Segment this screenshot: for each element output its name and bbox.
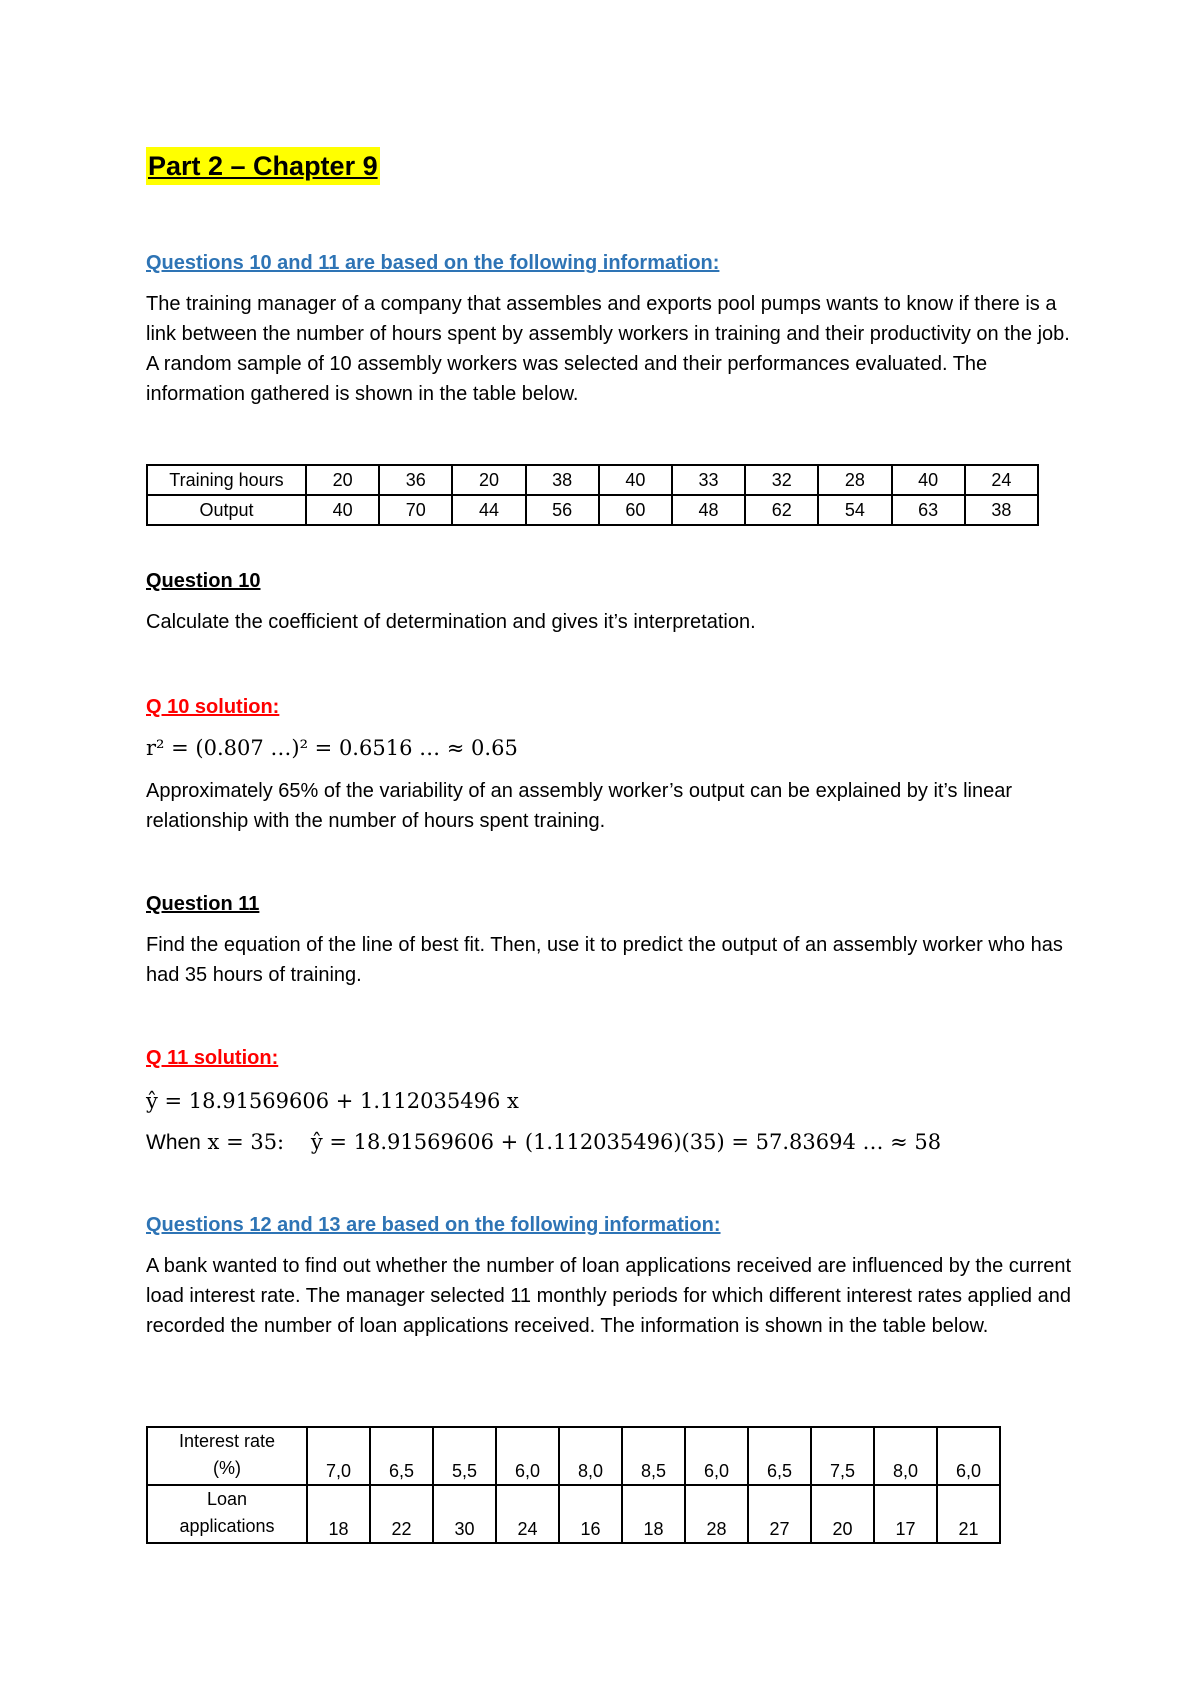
table-cell: 60 [599,495,672,525]
table-cell: 6,5 [748,1427,811,1485]
table-cell: 54 [818,495,891,525]
question-11-heading: Question 11 [146,893,260,915]
table-cell: 6,0 [685,1427,748,1485]
table-row [147,465,1038,495]
table-cell: 8,5 [622,1427,685,1485]
table-cell: 48 [672,495,745,525]
intro-paragraph-q12-13: A bank wanted to find out whether the number of loan applications received are influenced by the current load interest rate. The manager selected 11 monthly periods for which different interest rates applied and recorded the number of loan applications received. The information is shown in the table below. [146,1255,1072,1337]
table-cell: 16 [559,1485,622,1543]
question-10-heading: Question 10 [146,570,261,592]
q11-formula-regression: ŷ = 18.91569606 + 1.112035496 x [146,1089,519,1113]
table-cell: 5,5 [433,1427,496,1485]
section-heading-q10-11: Questions 10 and 11 are based on the following information: [146,252,720,274]
row-label-line: Loan [206,1489,248,1509]
table-cell: 32 [745,465,818,495]
table-cell: 8,0 [559,1427,622,1485]
table-cell: 27 [748,1485,811,1543]
table-cell: 44 [452,495,525,525]
row-label-line: (%) [213,1458,241,1478]
q11-when-label: When [146,1131,201,1154]
table-cell: 18 [622,1485,685,1543]
table-cell: 28 [685,1485,748,1543]
question-11-text: Find the equation of the line of best fit. Then, use it to predict the output of an assembly worker who has had 35 hours of training. [146,934,1063,986]
table-cell: 6,0 [937,1427,1000,1485]
table-cell: 8,0 [874,1427,937,1485]
table-cell: 7,0 [307,1427,370,1485]
row-label-line: applications [179,1516,275,1536]
table-cell: 7,5 [811,1427,874,1485]
row-label: Training hours [147,465,306,495]
page-title: Part 2 – Chapter 9 [146,147,380,185]
row-label: Output [147,495,306,525]
table-cell: 40 [306,495,379,525]
table-cell: 24 [965,465,1038,495]
table-cell: 63 [892,495,965,525]
table-cell: 6,0 [496,1427,559,1485]
q11-formula-prediction [146,1127,941,1158]
table-cell: 40 [599,465,672,495]
q11-prediction-expression: x = 35: ŷ = 18.91569606 + (1.112035496)(35) = 57.83694 … ≈ 58 [207,1130,942,1154]
intro-paragraph-q10-11: The training manager of a company that assembles and exports pool pumps wants to know if there is a link between the number of hours spent by assembly workers in training and their productivity on the job. A random sample of 10 assembly workers was selected and their performances evaluated. The information gathered is shown in the table below. [146,293,1070,405]
q10-explanation: Approximately 65% of the variability of an assembly worker’s output can be explained by it’s linear relationship with the number of hours spent training. [146,780,1013,832]
table-cell: 38 [526,465,599,495]
table-cell: 36 [379,465,452,495]
table-cell: 17 [874,1485,937,1543]
table-row [147,1427,1000,1485]
table-cell: 21 [937,1485,1000,1543]
row-label [147,1485,307,1543]
table-cell: 62 [745,495,818,525]
training-output-table [146,464,1039,526]
q10-formula: r² = (0.807 …)² = 0.6516 … ≈ 0.65 [146,736,518,760]
table-cell: 24 [496,1485,559,1543]
table-cell: 22 [370,1485,433,1543]
table-cell: 33 [672,465,745,495]
table-cell: 38 [965,495,1038,525]
table-cell: 56 [526,495,599,525]
table-cell: 30 [433,1485,496,1543]
question-10-text: Calculate the coefficient of determination and gives it’s interpretation. [146,611,756,633]
row-label-line: Interest rate [178,1431,276,1451]
table-cell: 40 [892,465,965,495]
section-heading-q12-13: Questions 12 and 13 are based on the following information: [146,1214,721,1236]
q10-solution-heading: Q 10 solution: [146,696,280,718]
table-cell: 18 [307,1485,370,1543]
table-row [147,1485,1000,1543]
interest-loan-table [146,1426,1001,1544]
table-cell: 20 [452,465,525,495]
table-cell: 20 [811,1485,874,1543]
table-cell: 6,5 [370,1427,433,1485]
table-cell: 20 [306,465,379,495]
table-row [147,495,1038,525]
table-cell: 70 [379,495,452,525]
table-cell: 28 [818,465,891,495]
row-label [147,1427,307,1485]
q11-solution-heading: Q 11 solution: [146,1047,279,1069]
